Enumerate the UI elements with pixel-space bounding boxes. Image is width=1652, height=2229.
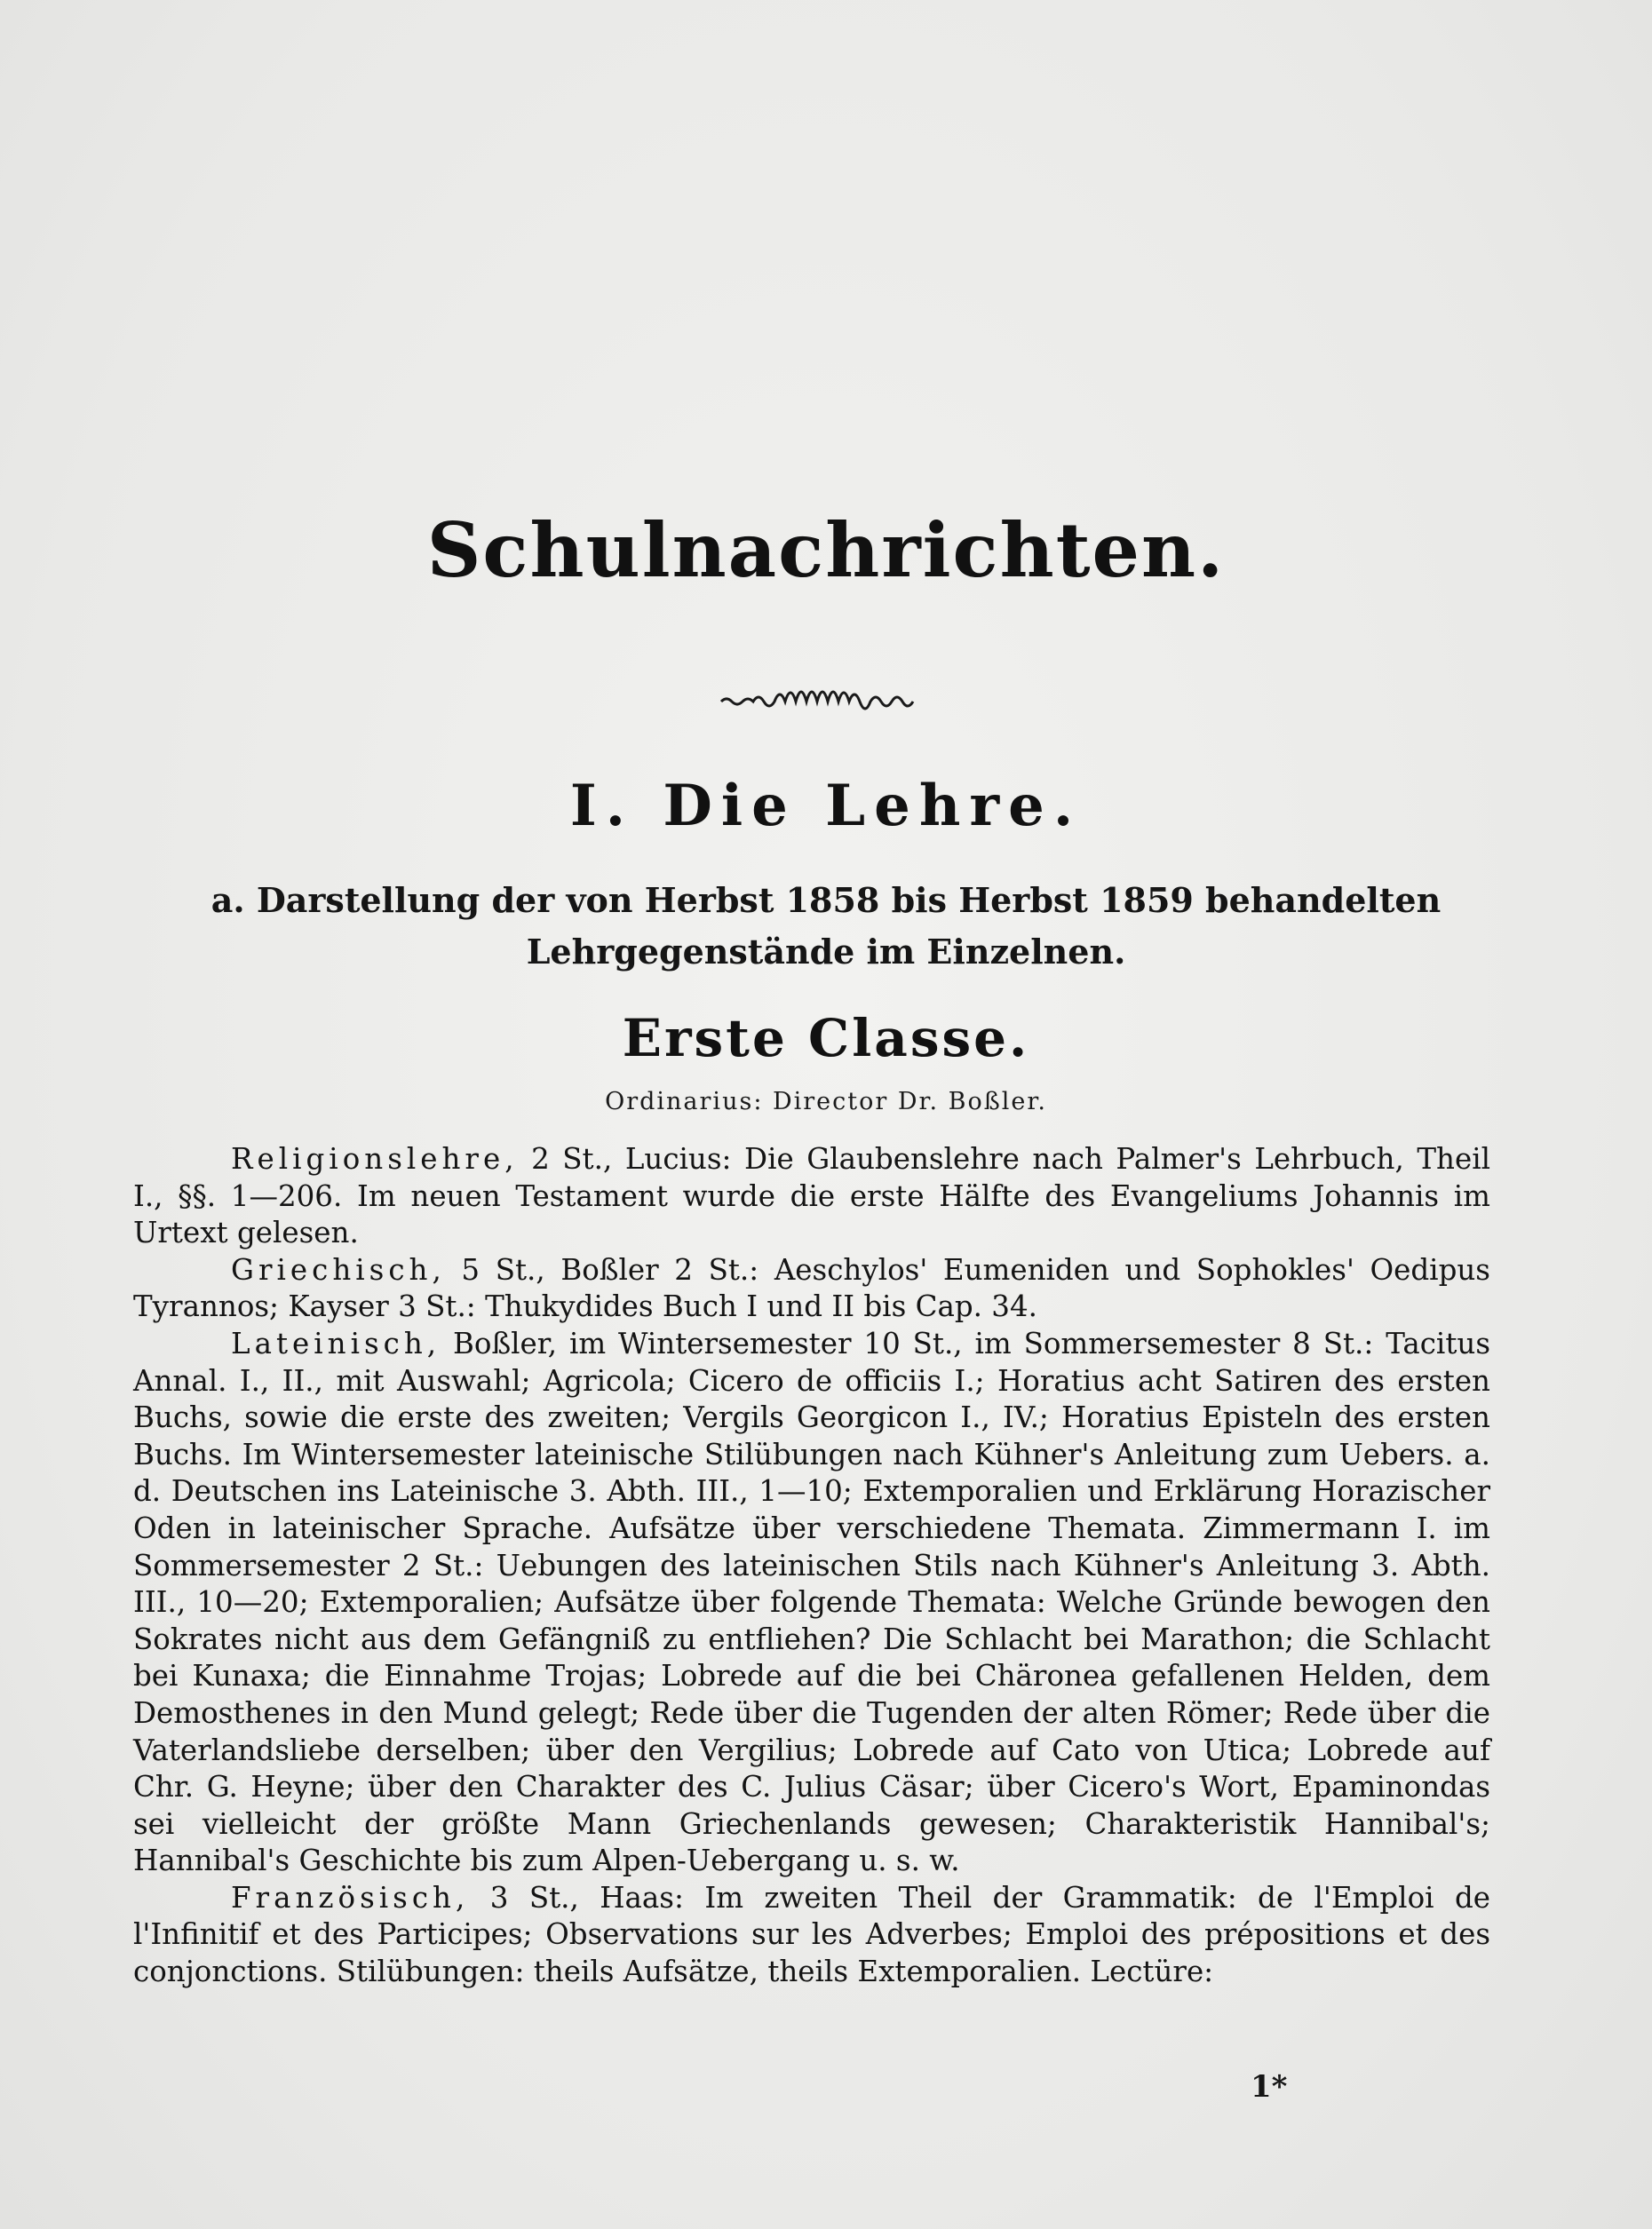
paragraph-latin xyxy=(133,1326,1490,1880)
paragraph-lead: Religionslehre, xyxy=(231,1142,519,1176)
paragraph-religion xyxy=(133,1141,1490,1252)
paragraph-text: 3 St., Haas: Im zweiten Theil der Grammatik: de l'Emploi de l'Infinitif et des Participes; Observations sur les Adverbes; Emploi des prépositions et des conjonctions. Stilübungen: theils Aufsätze, theils Extemporalien. Lectüre: xyxy=(133,1880,1490,1989)
paragraph-lead: Französisch, xyxy=(231,1880,470,1915)
paragraph-greek xyxy=(133,1252,1490,1326)
page-title: Schulnachrichten. xyxy=(426,506,1226,594)
section-heading: I. Die Lehre. xyxy=(569,773,1083,839)
section-subheading: a. Darstellung der von Herbst 1858 bis Herbst 1859 behandelten Lehrgegenstände im Einzelnen. xyxy=(210,880,1442,972)
paragraph-lead: Griechisch, xyxy=(231,1252,446,1287)
decorative-ornament xyxy=(719,682,915,712)
class-heading: Erste Classe. xyxy=(622,1008,1030,1068)
paragraph-french xyxy=(133,1880,1490,1991)
page-number: 1* xyxy=(1251,2069,1288,2105)
ordinarius-line: Ordinarius: Director Dr. Boßler. xyxy=(605,1088,1047,1115)
paragraph-text: 2 St., Lucius: Die Glaubenslehre nach Palmer's Lehrbuch, Theil I., §§. 1—206. Im neuen Testament wurde die erste Hälfte des Evangeliums Johannis im Urtext gelesen. xyxy=(133,1142,1490,1250)
paragraph-lead: Lateinisch, xyxy=(231,1326,441,1360)
body-text xyxy=(133,1141,1490,1991)
paragraph-text: 5 St., Boßler 2 St.: Aeschylos' Eumeniden und Sophokles' Oedipus Tyrannos; Kayser 3 St.: Thukydides Buch I und II bis Cap. 34. xyxy=(133,1252,1490,1324)
paragraph-text: Boßler, im Wintersemester 10 St., im Sommersemester 8 St.: Tacitus Annal. I., II., mit Auswahl; Agricola; Cicero de officiis I.; Horatius acht Satiren des ersten Buchs, sowie die erste des zweiten; Vergils Georgicon I., IV.; Horatius Episteln des ersten Buchs. Im Wintersemester lateinische Stilübungen nach Kühner's Anleitung zum Uebers. a. d. Deutschen ins Lateinische 3. Abth. III., 1—10; Extemporalien und Erklärung Horazischer Oden in lateinischer Sprache. Aufsätze über verschiedene Themata. Zimmermann I. im Sommersemester 2 St.: Uebungen des lateinischen Stils nach Kühner's Anleitung 3. Abth. III., 10—20; Extemporalien; Aufsätze über folgende Themata: Welche Gründe bewogen den Sokrates nicht aus dem Gefängniß zu entfliehen? Die Schlacht bei Marathon; die Schlacht bei Kunaxa; die Einnahme Trojas; Lobrede auf die bei Chäronea gefallenen Helden, dem Demosthenes in den Mund gelegt; Rede über die Tugenden der alten Römer; Rede über die Vaterlandsliebe derselben; über den Vergilius; Lobrede auf Cato von Utica; Lobrede auf Chr. G. Heyne; über den Charakter des C. Julius Cäsar; über Cicero's Wort, Epaminondas sei vielleicht der größte Mann Griechenlands gewesen; Charakteristik Hannibal's; Hannibal's Geschichte bis zum Alpen-Uebergang u. s. w. xyxy=(133,1326,1490,1878)
